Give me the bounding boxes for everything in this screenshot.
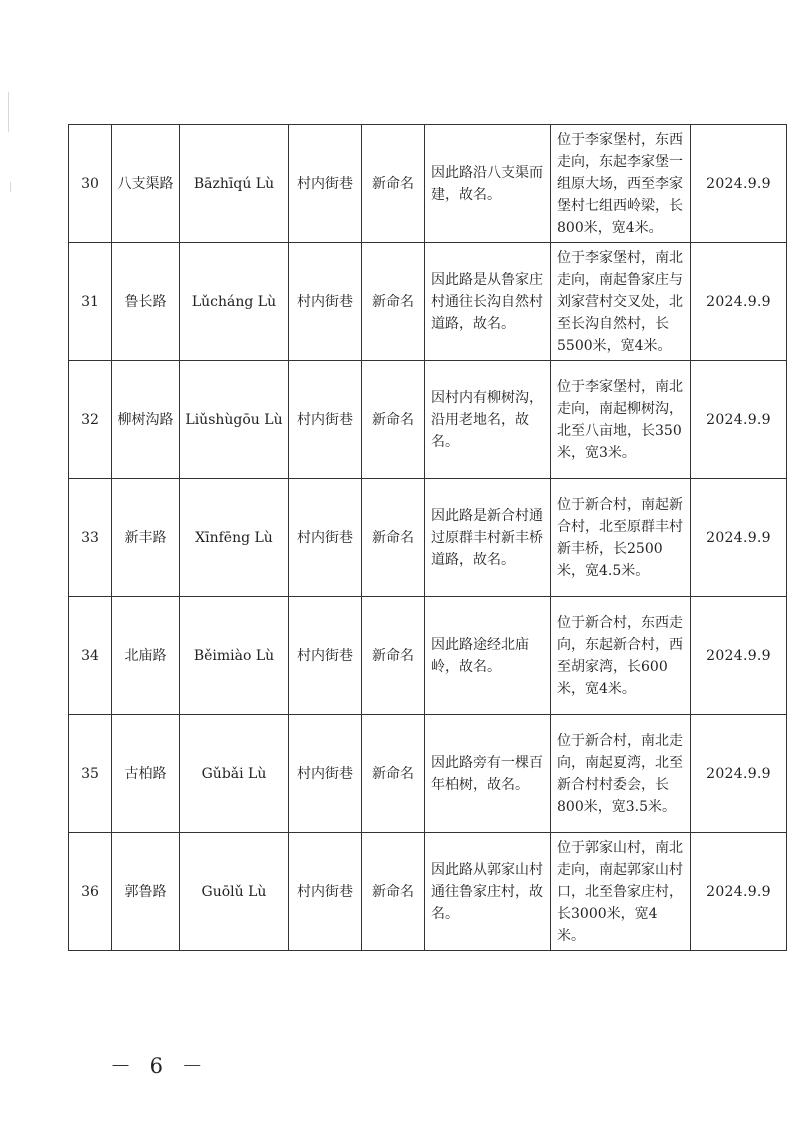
table-row	[69, 833, 787, 951]
road-name-cell: 八支渠路	[112, 125, 180, 243]
road-description-cell: 位于新合村，东西走向，东起新合村，西至胡家湾，长600米，宽4米。	[551, 597, 691, 715]
road-name-cell: 鲁长路	[112, 243, 180, 361]
naming-reason-cell: 因村内有柳树沟，沿用老地名，故名。	[425, 361, 551, 479]
approval-date-cell: 2024.9.9	[691, 243, 787, 361]
row-number-cell: 30	[69, 125, 112, 243]
scan-artifact	[10, 182, 11, 192]
road-name-cell: 新丰路	[112, 479, 180, 597]
row-number-cell: 31	[69, 243, 112, 361]
page-number: － 6 －	[110, 1054, 209, 1078]
table-row	[69, 479, 787, 597]
road-description-cell: 位于李家堡村，南北走向，南起鲁家庄与刘家营村交叉处，北至长沟自然村，长5500米，宽4米。	[551, 243, 691, 361]
naming-type-cell: 新命名	[362, 833, 425, 951]
naming-reason-cell: 因此路从郭家山村通往鲁家庄村，故名。	[425, 833, 551, 951]
naming-type-cell: 新命名	[362, 243, 425, 361]
road-pinyin-cell: Guōlǔ Lù	[180, 833, 289, 951]
naming-reason-cell: 因此路沿八支渠而建，故名。	[425, 125, 551, 243]
table-row	[69, 715, 787, 833]
road-name-cell: 古柏路	[112, 715, 180, 833]
approval-date-cell: 2024.9.9	[691, 597, 787, 715]
road-name-cell: 北庙路	[112, 597, 180, 715]
road-description-cell: 位于新合村，南北走向，南起夏湾，北至新合村村委会，长800米，宽3.5米。	[551, 715, 691, 833]
naming-reason-cell: 因此路途经北庙岭，故名。	[425, 597, 551, 715]
row-number-cell: 33	[69, 479, 112, 597]
table-row	[69, 361, 787, 479]
road-category-cell: 村内街巷	[289, 833, 362, 951]
road-name-cell: 柳树沟路	[112, 361, 180, 479]
table-row	[69, 243, 787, 361]
approval-date-cell: 2024.9.9	[691, 833, 787, 951]
table-row	[69, 125, 787, 243]
approval-date-cell: 2024.9.9	[691, 125, 787, 243]
scan-artifact	[8, 92, 9, 132]
road-pinyin-cell: Liǔshùgōu Lù	[180, 361, 289, 479]
approval-date-cell: 2024.9.9	[691, 479, 787, 597]
road-category-cell: 村内街巷	[289, 125, 362, 243]
road-description-cell: 位于新合村，南起新合村，北至原群丰村新丰桥，长2500米，宽4.5米。	[551, 479, 691, 597]
road-category-cell: 村内街巷	[289, 243, 362, 361]
road-pinyin-cell: Bāzhīqú Lù	[180, 125, 289, 243]
approval-date-cell: 2024.9.9	[691, 715, 787, 833]
row-number-cell: 34	[69, 597, 112, 715]
road-category-cell: 村内街巷	[289, 715, 362, 833]
naming-reason-cell: 因此路是从鲁家庄村通往长沟自然村道路，故名。	[425, 243, 551, 361]
naming-type-cell: 新命名	[362, 479, 425, 597]
road-description-cell: 位于李家堡村，南北走向，南起柳树沟，北至八亩地，长350米，宽3米。	[551, 361, 691, 479]
approval-date-cell: 2024.9.9	[691, 361, 787, 479]
road-pinyin-cell: Gǔbǎi Lù	[180, 715, 289, 833]
road-name-cell: 郭鲁路	[112, 833, 180, 951]
road-description-cell: 位于郭家山村，南北走向，南起郭家山村口，北至鲁家庄村，长3000米，宽4米。	[551, 833, 691, 951]
road-category-cell: 村内街巷	[289, 361, 362, 479]
row-number-cell: 36	[69, 833, 112, 951]
naming-reason-cell: 因此路是新合村通过原群丰村新丰桥道路，故名。	[425, 479, 551, 597]
road-pinyin-cell: Lǔcháng Lù	[180, 243, 289, 361]
row-number-cell: 35	[69, 715, 112, 833]
road-pinyin-cell: Xīnfēng Lù	[180, 479, 289, 597]
road-category-cell: 村内街巷	[289, 597, 362, 715]
place-names-table	[68, 124, 787, 951]
table-body	[69, 125, 787, 951]
naming-type-cell: 新命名	[362, 361, 425, 479]
naming-reason-cell: 因此路旁有一棵百年柏树，故名。	[425, 715, 551, 833]
table-row	[69, 597, 787, 715]
road-pinyin-cell: Běimiào Lù	[180, 597, 289, 715]
row-number-cell: 32	[69, 361, 112, 479]
road-description-cell: 位于李家堡村，东西走向，东起李家堡一组原大场，西至李家堡村七组西岭梁，长800米，宽4米。	[551, 125, 691, 243]
road-category-cell: 村内街巷	[289, 479, 362, 597]
naming-type-cell: 新命名	[362, 125, 425, 243]
naming-type-cell: 新命名	[362, 597, 425, 715]
naming-type-cell: 新命名	[362, 715, 425, 833]
